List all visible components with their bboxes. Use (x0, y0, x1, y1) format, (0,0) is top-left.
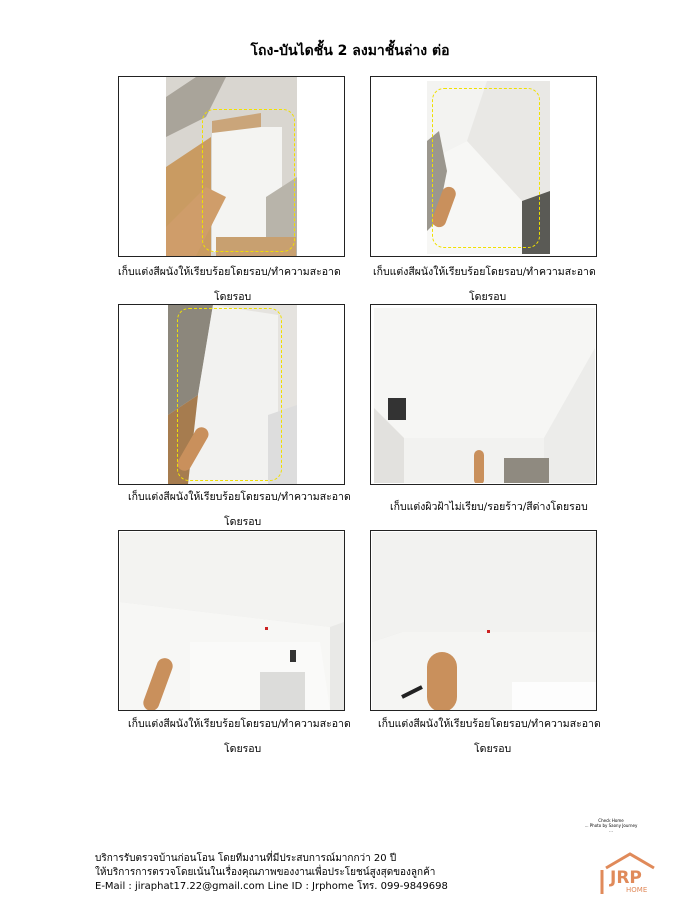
caption-6 (378, 712, 618, 762)
photo-frame-3 (118, 304, 345, 485)
caption-5-line2: โดยรอบ (224, 743, 262, 755)
wall-corner-photo (427, 81, 550, 254)
jrp-home-logo (600, 852, 662, 896)
caption-4 (390, 495, 610, 520)
stamp-line2: ... Photo by Saony Journey ... (584, 823, 638, 833)
page-title: โถง-บันไดชั้น 2 ลงมาชั้นล่าง ต่อ (250, 43, 450, 59)
photo-frame-1 (118, 76, 345, 257)
caption-3-line2: โดยรอบ (224, 516, 262, 528)
caption-1-line2: โดยรอบ (214, 291, 252, 303)
photo-stamp (584, 818, 638, 833)
caption-3 (128, 485, 368, 535)
footer (95, 852, 448, 894)
caption-4-line1: เก็บแต่งผิวฝ้าไม่เรียบ/รอยร้าว/สีด่างโดยรอบ (390, 501, 588, 513)
caption-2-line1: เก็บแต่งสีผนังให้เรียบร้อยโดยรอบ/ทำความสะอาด (373, 266, 596, 278)
footer-line1: บริการรับตรวจบ้านก่อนโอน โดยทีมงานที่มีประสบการณ์มากกว่า 20 ปี (95, 853, 397, 864)
logo-text: JRP (610, 868, 642, 888)
logo-subtext: HOME (626, 886, 648, 894)
footer-line2: ให้บริการการตรวจโดยเน้นในเรื่องคุณภาพของงานเพื่อประโยชน์สูงสุดของลูกค้า (95, 867, 436, 878)
caption-3-line1: เก็บแต่งสีผนังให้เรียบร้อยโดยรอบ/ทำความสะอาด (128, 491, 351, 503)
ceiling-photo (374, 308, 595, 483)
wall-underside-photo (372, 532, 596, 710)
caption-6-line1: เก็บแต่งสีผนังให้เรียบร้อยโดยรอบ/ทำความสะอาด (378, 718, 601, 730)
caption-2-line2: โดยรอบ (469, 291, 507, 303)
stamp-line1: Check Home (598, 818, 624, 823)
caption-1-line1: เก็บแต่งสีผนังให้เรียบร้อยโดยรอบ/ทำความสะอาด (118, 266, 341, 278)
caption-1 (118, 260, 358, 310)
wall-ceiling-photo (120, 532, 344, 710)
stair-wall-photo (168, 305, 297, 484)
caption-6-line2: โดยรอบ (474, 743, 512, 755)
caption-5 (128, 712, 368, 762)
photo-frame-6 (370, 530, 597, 711)
photo-frame-2 (370, 76, 597, 257)
staircase-wall-photo (166, 77, 297, 256)
caption-2 (373, 260, 613, 310)
footer-contact: E-Mail : jiraphat17.22@gmail.com Line ID : Jrphome โทร. 099-9849698 (95, 881, 448, 892)
photo-frame-5 (118, 530, 345, 711)
caption-5-line1: เก็บแต่งสีผนังให้เรียบร้อยโดยรอบ/ทำความสะอาด (128, 718, 351, 730)
photo-frame-4 (370, 304, 597, 485)
